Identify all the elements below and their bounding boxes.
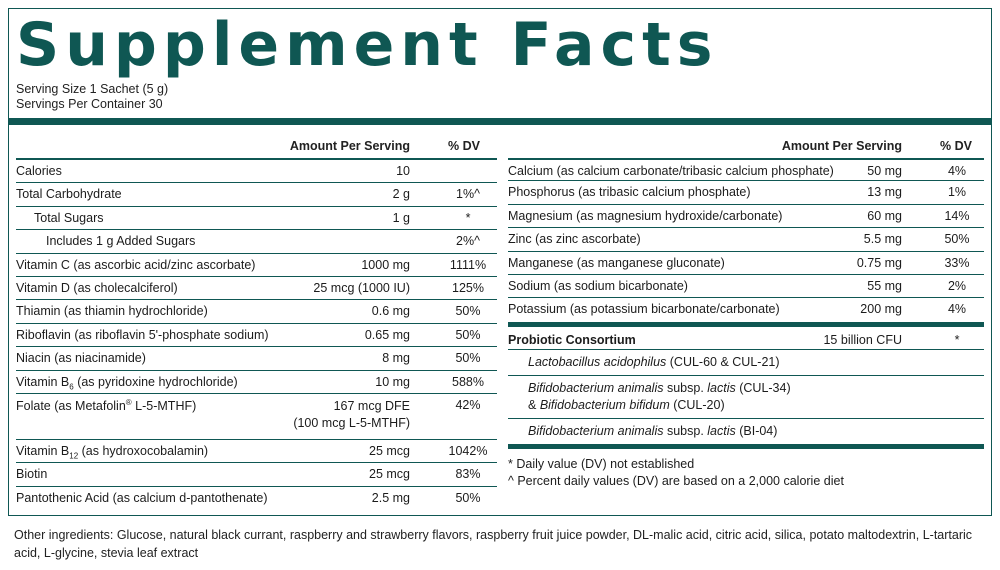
nutrient-dv: 4% (947, 164, 967, 178)
nutrient-dv: 50% (455, 351, 481, 366)
nutrient-name: Vitamin C (as ascorbic acid/zinc ascorbate) (16, 257, 256, 272)
nutrient-dv: * (465, 210, 471, 225)
nutrient-dv: 14% (944, 208, 970, 223)
table-row (16, 440, 497, 463)
nutrient-amount: 2 g (392, 187, 410, 202)
nutrient-amount: 1 g (392, 210, 410, 225)
footnote: * Daily value (DV) not established (508, 456, 695, 471)
nutrient-amount: 0.75 mg (856, 255, 902, 270)
nutrient-amount: 0.6 mg (371, 304, 410, 319)
nutrient-name: Phosphorus (as tribasic calcium phosphate) (508, 185, 751, 200)
amount-per-serving-header: Amount Per Serving (781, 139, 902, 153)
table-row (16, 347, 497, 370)
probiotic-name: Probiotic Consortium (508, 332, 636, 347)
nutrient-name: Includes 1 g Added Sugars (46, 234, 196, 249)
nutrient-dv: 1% (947, 185, 967, 200)
table-row (16, 300, 497, 323)
amount-per-serving-header: Amount Per Serving (289, 139, 410, 153)
dv-header: % DV (940, 139, 972, 153)
nutrient-name: Pantothenic Acid (as calcium d-pantothenate) (16, 490, 268, 505)
table-row (508, 158, 984, 181)
right-table-header (508, 135, 984, 158)
nutrient-dv: 1%^ (456, 187, 480, 202)
table-row (16, 183, 497, 206)
nutrient-name: Total Carbohydrate (16, 187, 122, 202)
nutrient-dv: 50% (455, 304, 481, 319)
nutrient-dv: 33% (944, 255, 970, 270)
nutrient-dv: 50% (944, 232, 970, 247)
table-row (508, 181, 984, 204)
nutrient-amount: 0.65 mg (364, 327, 410, 342)
nutrient-name: Vitamin $B_6$ (as pyridoxine hydrochloride) (16, 374, 238, 392)
probiotic-strain: Lactobacillus acidophilus (CUL-60 & CUL-21) (508, 350, 984, 376)
other-ingredients: Other ingredients: Glucose, natural black currant, raspberry and strawberry flavors, raspberry fruit juice powder, DL-malic acid, citric acid, silica, potato maltodextrin, L-tartaric acid, L-glycine, stevia leaf extract (14, 528, 973, 560)
nutrient-name: Sodium (as sodium bicarbonate) (508, 278, 688, 293)
nutrient-dv: 588% (452, 374, 484, 389)
nutrient-name: Calcium (as calcium carbonate/tribasic calcium phosphate) (508, 164, 834, 178)
footnotes (508, 456, 984, 490)
nutrient-amount: 25 mcg (369, 467, 410, 482)
nutrient-dv: 2%^ (456, 234, 480, 249)
nutrient-dv: 50% (455, 490, 481, 505)
table-row (508, 298, 984, 321)
nutrient-name: Zinc (as zinc ascorbate) (508, 232, 641, 247)
nutrient-amount: 200 mg (860, 302, 902, 317)
nutrient-amount: 13 mg (867, 185, 902, 200)
nutrient-dv: 1111% (449, 257, 487, 272)
nutrient-name: Total Sugars (34, 210, 104, 225)
nutrient-amount: 10 mg (375, 374, 410, 389)
nutrient-dv: 125% (452, 280, 484, 295)
serving-size: Serving Size 1 Sachet (5 g) (16, 82, 169, 96)
nutrient-amount: 60 mg (867, 208, 902, 223)
nutrient-amount: 1000 mg (361, 257, 410, 272)
nutrient-dv: 50% (455, 327, 481, 342)
table-row (16, 394, 497, 440)
probiotic-amount: 15 billion CFU (823, 332, 902, 347)
servings-per-container: Servings Per Container 30 (16, 97, 163, 111)
table-row (508, 275, 984, 298)
table-row (16, 324, 497, 347)
serving-info (16, 82, 168, 112)
table-row (508, 228, 984, 251)
nutrient-dv: 4% (947, 302, 967, 317)
nutrient-name: Biotin (16, 467, 48, 482)
footnote: ^ Percent daily values (DV) are based on a 2,000 calorie diet (508, 473, 844, 488)
page-title: Supplement Facts (16, 10, 719, 80)
table-row (508, 252, 984, 275)
table-row (16, 277, 497, 300)
nutrient-name: Niacin (as niacinamide) (16, 351, 146, 366)
nutrient-amount: 55 mg (867, 278, 902, 293)
nutrient-name: Riboflavin (as riboflavin 5'-phosphate sodium) (16, 327, 269, 342)
left-table-header (16, 135, 497, 160)
table-row (16, 230, 497, 253)
nutrient-amount: 5.5 mg (863, 232, 902, 247)
nutrient-name: Thiamin (as thiamin hydrochloride) (16, 304, 208, 319)
nutrient-name: Magnesium (as magnesium hydroxide/carbonate) (508, 208, 783, 223)
probiotic-strain: Bifidobacterium animalis subsp. lactis (CUL-34) & Bifidobacterium bifidum (CUL-20) (508, 376, 984, 419)
table-row (16, 371, 497, 394)
nutrient-dv: 42% (455, 397, 481, 412)
probiotic-dv: * (954, 332, 960, 347)
table-row (16, 207, 497, 230)
probiotic-strain: Bifidobacterium animalis subsp. lactis (BI-04) (508, 419, 984, 449)
nutrient-name: Folate (as Metafolin® L-5-MTHF) (16, 397, 197, 414)
probiotic-row (508, 322, 984, 350)
table-row (16, 463, 497, 486)
nutrient-name: Calories (16, 164, 62, 178)
nutrient-amount: 10 (396, 164, 410, 178)
nutrient-amount: 50 mg (867, 164, 902, 178)
table-row (16, 487, 497, 510)
thick-divider (8, 118, 992, 125)
nutrient-name: Vitamin $B_{12}$ (as hydroxocobalamin) (16, 443, 209, 461)
nutrient-name: Vitamin D (as cholecalciferol) (16, 280, 178, 295)
nutrient-amount: 8 mg (382, 351, 410, 366)
nutrient-amount: 25 mcg (1000 IU) (313, 280, 410, 295)
nutrient-name: Potassium (as potassium bicarbonate/carbonate) (508, 302, 780, 317)
nutrient-name: Manganese (as manganese gluconate) (508, 255, 725, 270)
table-row (16, 254, 497, 277)
nutrient-dv: 83% (455, 467, 481, 482)
nutrient-amount: 2.5 mg (371, 490, 410, 505)
table-row (16, 160, 497, 183)
right-nutrient-table (508, 135, 984, 490)
nutrient-amount: 25 mcg (369, 443, 410, 458)
table-row (508, 205, 984, 228)
nutrient-amount: 167 mcg DFE (100 mcg L-5-MTHF) (293, 398, 410, 430)
left-nutrient-table (16, 135, 497, 510)
nutrient-dv: 1042% (448, 443, 488, 458)
nutrient-dv: 2% (947, 278, 967, 293)
dv-header: % DV (448, 139, 480, 153)
